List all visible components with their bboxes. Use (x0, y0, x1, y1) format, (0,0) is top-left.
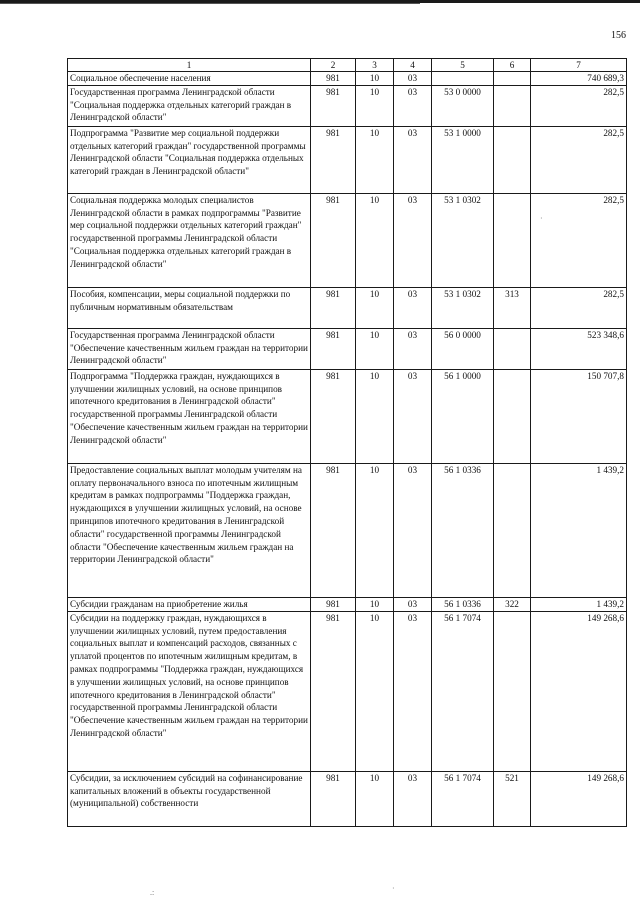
amount-cell: 1 439,2 (531, 597, 627, 611)
table-row (68, 85, 627, 126)
expense-type-cell (494, 193, 531, 287)
section-cell: 10 (356, 771, 394, 826)
table-row (68, 328, 627, 369)
top-border-shadow (0, 3, 420, 4)
section-cell: 10 (356, 611, 394, 771)
code-cell: 981 (311, 287, 356, 328)
code-cell: 981 (311, 85, 356, 126)
row-name-cell: Государственная программа Ленинградской области "Социальная поддержка отдельных категорий граждан в Ленинградской области" (68, 85, 311, 126)
header-cell-6: 6 (494, 59, 531, 72)
expense-type-cell (494, 126, 531, 193)
section-cell: 10 (356, 597, 394, 611)
target-article-cell: 53 1 0302 (432, 193, 494, 287)
header-cell-2: 2 (311, 59, 356, 72)
amount-cell: 282,5 (531, 126, 627, 193)
code-cell: 981 (311, 369, 356, 463)
table-row (68, 369, 627, 463)
header-cell-4: 4 (394, 59, 432, 72)
table-row (68, 771, 627, 826)
subsection-cell: 03 (394, 287, 432, 328)
table-row (68, 597, 627, 611)
code-cell: 981 (311, 463, 356, 597)
row-name-cell: Социальное обеспечение населения (68, 72, 311, 86)
expense-type-cell (494, 369, 531, 463)
expense-type-cell (494, 85, 531, 126)
code-cell: 981 (311, 72, 356, 86)
amount-cell: 1 439,2 (531, 463, 627, 597)
subsection-cell: 03 (394, 72, 432, 86)
section-cell: 10 (356, 369, 394, 463)
subsection-cell: 03 (394, 463, 432, 597)
section-cell: 10 (356, 463, 394, 597)
amount-cell: 149 268,6 (531, 771, 627, 826)
header-cell-7: 7 (531, 59, 627, 72)
target-article-cell: 56 1 7074 (432, 771, 494, 826)
target-article-cell (432, 72, 494, 86)
target-article-cell: 56 1 0000 (432, 369, 494, 463)
section-cell: 10 (356, 193, 394, 287)
section-cell: 10 (356, 85, 394, 126)
expense-type-cell: 322 (494, 597, 531, 611)
row-name-cell: Предоставление социальных выплат молодым учителям на оплату первоначального взноса по ипотечным жилищным кредитам в рамках подпрограммы "Поддержка граждан, нуждающихся в улучшении жилищных условий, на основе принципов ипотечного кредитования в Ленинградской области" государственной программы Ленинградской области "Обеспечение качественным жильем граждан на территории Ленинградской области" (68, 463, 311, 597)
scan-speck: · (392, 884, 395, 893)
table-row (68, 287, 627, 328)
subsection-cell: 03 (394, 611, 432, 771)
target-article-cell: 56 1 7074 (432, 611, 494, 771)
subsection-cell: 03 (394, 193, 432, 287)
subsection-cell: 03 (394, 597, 432, 611)
amount-cell: 150 707,8 (531, 369, 627, 463)
table-row (68, 193, 627, 287)
table-body (68, 59, 627, 827)
code-cell: 981 (311, 193, 356, 287)
target-article-cell: 56 1 0336 (432, 463, 494, 597)
target-article-cell: 53 1 0000 (432, 126, 494, 193)
table-row (68, 72, 627, 86)
amount-cell: 740 689,3 (531, 72, 627, 86)
row-name-cell: Подпрограмма "Развитие мер социальной поддержки отдельных категорий граждан" государственной программы Ленинградской области "Социальная поддержка отдельных категорий граждан в Ленинградской области" (68, 126, 311, 193)
row-name-cell: Государственная программа Ленинградской области "Обеспечение качественным жильем граждан на территории Ленинградской области" (68, 328, 311, 369)
table-row (68, 463, 627, 597)
expense-type-cell (494, 611, 531, 771)
target-article-cell: 53 0 0000 (432, 85, 494, 126)
table-row (68, 126, 627, 193)
code-cell: 981 (311, 126, 356, 193)
section-cell: 10 (356, 126, 394, 193)
header-row (68, 59, 627, 72)
scan-speck: · (540, 214, 543, 223)
code-cell: 981 (311, 771, 356, 826)
header-cell-1: 1 (68, 59, 311, 72)
subsection-cell: 03 (394, 85, 432, 126)
budget-table (67, 58, 627, 827)
header-cell-3: 3 (356, 59, 394, 72)
amount-cell: 282,5 (531, 287, 627, 328)
amount-cell: 523 348,6 (531, 328, 627, 369)
subsection-cell: 03 (394, 126, 432, 193)
expense-type-cell (494, 463, 531, 597)
subsection-cell: 03 (394, 369, 432, 463)
expense-type-cell (494, 328, 531, 369)
amount-cell: 149 268,6 (531, 611, 627, 771)
expense-type-cell (494, 72, 531, 86)
target-article-cell: 56 0 0000 (432, 328, 494, 369)
code-cell: 981 (311, 597, 356, 611)
row-name-cell: Подпрограмма "Поддержка граждан, нуждающихся в улучшении жилищных условий, на основе принципов ипотечного кредитования в Ленинградской области" государственной программы Ленинградской области "Обеспечение качественным жильем граждан на территории Ленинградской области" (68, 369, 311, 463)
amount-cell: 282,5 (531, 85, 627, 126)
section-cell: 10 (356, 287, 394, 328)
row-name-cell: Субсидии на поддержку граждан, нуждающихся в улучшении жилищных условий, путем предоставления социальных выплат и компенсаций расходов, связанных с уплатой процентов по ипотечным жилищным кредитам, в рамках подпрограммы "Поддержка граждан, нуждающихся в улучшении жилищных условий, на основе принципов ипотечного кредитования в Ленинградской области" государственной программы Ленинградской области "Обеспечение качественным жильем граждан на территории Ленинградской области" (68, 611, 311, 771)
target-article-cell: 56 1 0336 (432, 597, 494, 611)
row-name-cell: Субсидии, за исключением субсидий на софинансирование капитальных вложений в объекты государственной (муниципальной) собственности (68, 771, 311, 826)
table-row (68, 611, 627, 771)
page-number: 156 (611, 30, 626, 41)
row-name-cell: Социальная поддержка молодых специалистов Ленинградской области в рамках подпрограммы "Развитие мер социальной поддержки отдельных категорий граждан" государственной программы Ленинградской области "Социальная поддержка отдельных категорий граждан в Ленинградской области" (68, 193, 311, 287)
scan-speck: .: (150, 888, 155, 897)
subsection-cell: 03 (394, 771, 432, 826)
expense-type-cell: 521 (494, 771, 531, 826)
expense-type-cell: 313 (494, 287, 531, 328)
amount-cell: 282,5 (531, 193, 627, 287)
section-cell: 10 (356, 72, 394, 86)
code-cell: 981 (311, 328, 356, 369)
header-cell-5: 5 (432, 59, 494, 72)
target-article-cell: 53 1 0302 (432, 287, 494, 328)
subsection-cell: 03 (394, 328, 432, 369)
row-name-cell: Пособия, компенсации, меры социальной поддержки по публичным нормативным обязательствам (68, 287, 311, 328)
code-cell: 981 (311, 611, 356, 771)
section-cell: 10 (356, 328, 394, 369)
row-name-cell: Субсидии гражданам на приобретение жилья (68, 597, 311, 611)
